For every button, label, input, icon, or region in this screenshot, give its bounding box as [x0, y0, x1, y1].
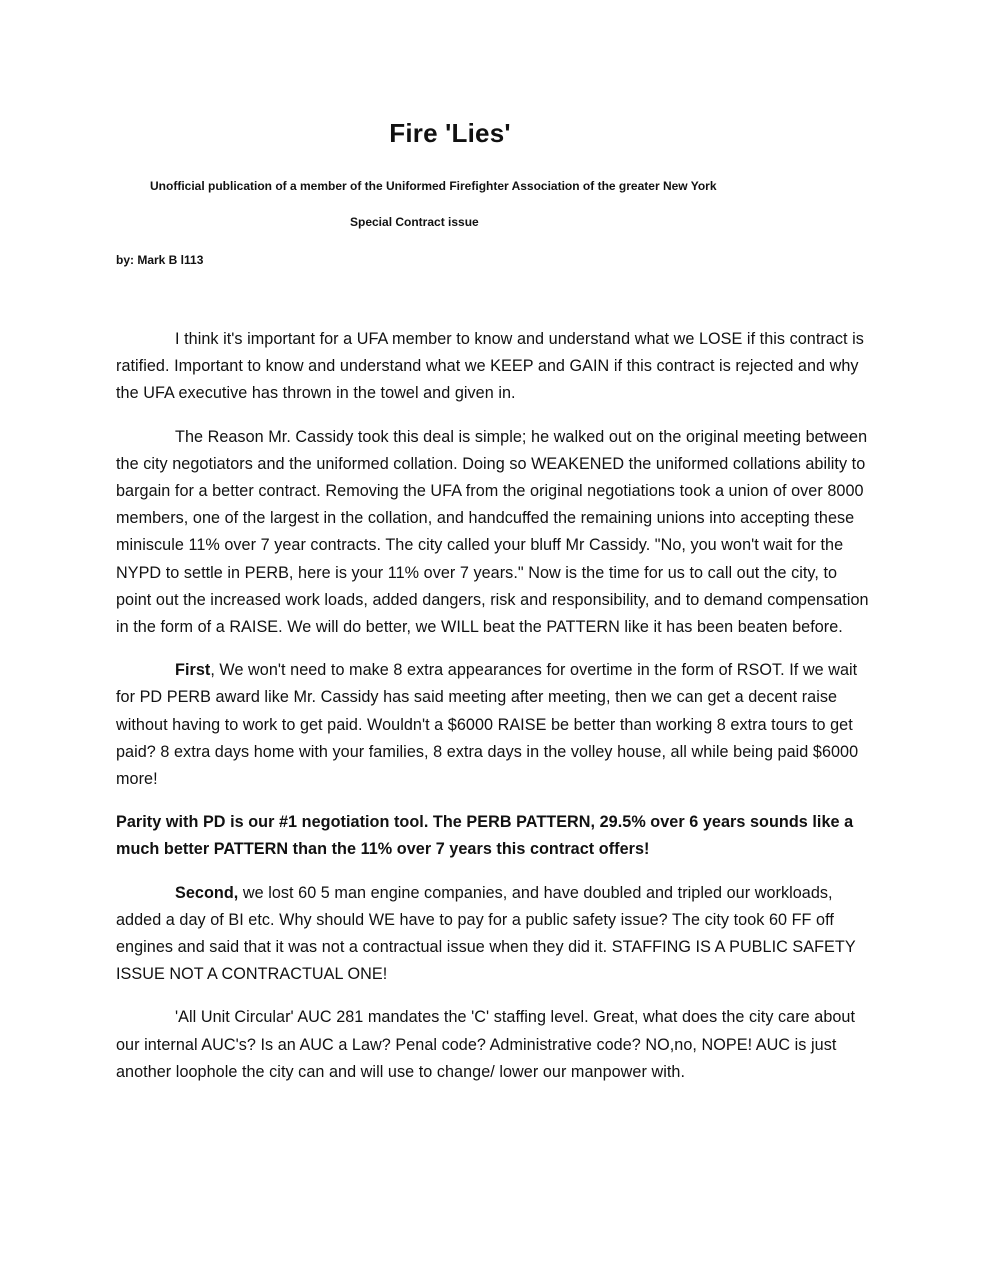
paragraph-text: 'All Unit Circular' AUC 281 mandates the 'C' staffing level. Great, what does the city care about our internal AUC's? Is an AUC a Law? Penal code? Administrative code? NO,no, NOPE! AUC is just another loophole the city can and will use to change/ lower our manpower with.: [116, 1008, 856, 1081]
author-byline: by: Mark B l113: [116, 253, 204, 267]
paragraph-intro: [116, 326, 876, 408]
paragraph-text: we lost 60 5 man engine companies, and have doubled and tripled our workloads, added a day of BI etc. Why should WE have to pay for a public safety issue? The city took 60 FF off engines and said that it was not a contractual issue when they did it. STAFFING IS A PUBLIC SAFETY ISSUE NOT A CONTRACTUAL ONE!: [116, 883, 856, 984]
paragraph-second: [116, 880, 876, 989]
document-title: Fire 'Lies': [389, 118, 511, 148]
article-body: [116, 326, 876, 1102]
paragraph-lead: First: [175, 661, 211, 680]
publication-subtitle: Unofficial publication of a member of the Uniformed Firefighter Association of the greater New York: [150, 179, 717, 193]
issue-label: Special Contract issue: [350, 215, 479, 229]
paragraph-text: Parity with PD is our #1 negotiation tool. The PERB PATTERN, 29.5% over 6 years sounds like a much better PATTERN than the 11% over 7 years this contract offers!: [116, 813, 854, 859]
paragraph-reason: [116, 424, 876, 642]
paragraph-first: [116, 657, 876, 793]
paragraph-lead: Second,: [175, 883, 239, 902]
paragraph-parity: [116, 809, 876, 863]
paragraph-auc: [116, 1004, 876, 1086]
paragraph-text: , We won't need to make 8 extra appearances for overtime in the form of RSOT. If we wait for PD PERB award like Mr. Cassidy has said meeting after meeting, then we can get a decent raise without having to work to get paid. Wouldn't a $6000 RAISE be better than working 8 extra tours to get paid? 8 extra days home with your families, 8 extra days in the volley house, all while being paid $6000 more!: [116, 661, 859, 789]
paragraph-text: The Reason Mr. Cassidy took this deal is simple; he walked out on the original meeting between the city negotiators and the uniformed collation. Doing so WEAKENED the uniformed collations ability to bargain for a better contract. Removing the UFA from the original negotiations took a union of over 8000 members, one of the largest in the collation, and handcuffed the remaining unions into accepting these miniscule 11% over 7 year contracts. The city called your bluff Mr Cassidy. "No, you won't wait for the NYPD to settle in PERB, here is your 11% over 7 years." Now is the time for us to call out the city, to point out the increased work loads, added dangers, risk and responsibility, and to demand compensation in the form of a RAISE. We will do better, we WILL beat the PATTERN like it has been beaten before.: [116, 427, 869, 637]
paragraph-text: I think it's important for a UFA member to know and understand what we LOSE if this contract is ratified. Important to know and understand what we KEEP and GAIN if this contract is rejected and why the UFA executive has thrown in the towel and given in.: [116, 330, 864, 403]
